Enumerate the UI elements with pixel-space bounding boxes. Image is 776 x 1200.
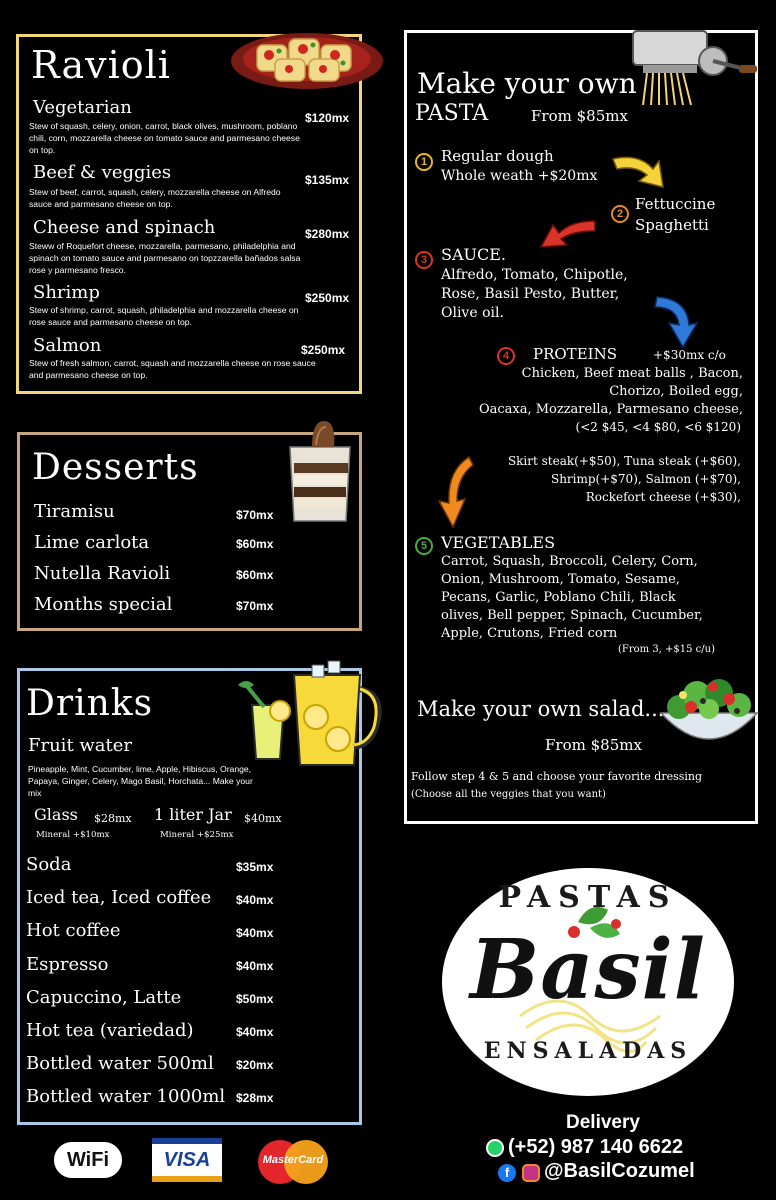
ravioli-item-price: $250mx: [305, 291, 350, 305]
dessert-item-price: $70mx: [236, 508, 274, 522]
step-3-line-2: Rose, Basil Pesto, Butter,: [441, 286, 620, 302]
step-5-title: VEGETABLES: [441, 533, 556, 552]
salad-note-1: Follow step 4 & 5 and choose your favorite dressing: [411, 770, 703, 783]
delivery-label: Delivery: [566, 1112, 640, 1133]
pasta-title-1: Make your own: [417, 67, 637, 100]
drink-item-price: $40mx: [236, 893, 274, 907]
step-5-line-2: Onion, Mushroom, Tomato, Sesame,: [441, 572, 680, 587]
step-5-line-1: Carrot, Squash, Broccoli, Celery, Corn,: [441, 554, 698, 569]
drink-item-name: Espresso: [26, 954, 109, 975]
instagram-icon[interactable]: [522, 1164, 540, 1182]
logo-main-text: Basil: [470, 922, 706, 1018]
glass-price: $28mx: [94, 812, 132, 825]
step-5-line-5: Apple, Crutons, Fried corn: [441, 626, 618, 641]
whatsapp-icon: [486, 1139, 504, 1157]
pasta-section: [404, 30, 758, 824]
drink-item-price: $40mx: [236, 1025, 274, 1039]
arrow-yellow-icon: [609, 149, 669, 191]
ravioli-item-price: $280mx: [305, 227, 350, 241]
ravioli-item-name: Beef & veggies: [33, 162, 172, 183]
drink-item-name: Iced tea, Iced coffee: [26, 887, 212, 908]
logo-bottom-text: ENSALADAS: [483, 1038, 693, 1064]
drink-item-price: $20mx: [236, 1058, 274, 1072]
step-5-line-4: olives, Bell pepper, Spinach, Cucumber,: [441, 608, 703, 623]
ravioli-item-price: $120mx: [305, 111, 350, 125]
step-4-line-3: Oacaxa, Mozzarella, Parmesano cheese,: [478, 402, 743, 417]
ravioli-item-name: Salmon: [33, 335, 102, 356]
desserts-title: Desserts: [32, 447, 199, 488]
basil-logo: [440, 866, 736, 1098]
dessert-cup-image: [282, 417, 358, 527]
drink-item-name: Bottled water 500ml: [26, 1053, 214, 1074]
step-4-line-4: (<2 $45, <4 $80, <6 $120): [575, 420, 741, 434]
dessert-item-name: Nutella Ravioli: [34, 563, 171, 584]
dessert-item-name: Months special: [34, 594, 173, 615]
step-4-title: PROTEINS: [533, 345, 617, 363]
drink-item-price: $35mx: [236, 860, 274, 874]
arrow-blue-icon: [651, 291, 701, 349]
facebook-icon[interactable]: f: [498, 1164, 516, 1182]
step-2-line-1: Fettuccine: [635, 195, 716, 213]
drinks-title: Drinks: [26, 683, 154, 724]
dessert-item-price: $70mx: [236, 599, 274, 613]
drink-item-name: Capuccino, Latte: [26, 987, 182, 1008]
step-5-badge: 5: [415, 537, 433, 555]
step-2-line-2: Spaghetti: [635, 216, 709, 234]
drink-item-price: $50mx: [236, 992, 274, 1006]
step-4-extra: +$30mx c/o: [653, 348, 726, 362]
step-1-line-2: Whole weath +$20mx: [441, 168, 598, 184]
drink-item-price: $28mx: [236, 1091, 274, 1105]
visa-label: VISA: [163, 1149, 211, 1171]
desserts-section: [17, 432, 362, 631]
ravioli-title: Ravioli: [31, 43, 171, 87]
mastercard-label: MasterCard: [262, 1154, 324, 1166]
lemonade-image: [224, 655, 384, 775]
glass-label: Glass: [34, 805, 78, 824]
drink-item-name: Bottled water 1000ml: [26, 1086, 226, 1107]
wifi-icon: [54, 1142, 122, 1178]
drink-item-name: Hot tea (variedad): [26, 1020, 194, 1041]
drink-item-price: $40mx: [236, 959, 274, 973]
dessert-item-price: $60mx: [236, 568, 274, 582]
ravioli-item-price: $250mx: [301, 343, 346, 357]
step-4-line-7: Rockefort cheese (+$30),: [585, 490, 741, 504]
phone-number[interactable]: (+52) 987 140 6622: [508, 1136, 684, 1158]
jar-price: $40mx: [244, 812, 282, 825]
arrow-orange-icon: [429, 453, 475, 529]
step-4-line-5: Skirt steak(+$50), Tuna steak (+$60),: [507, 454, 741, 468]
ravioli-item-name: Vegetarian: [33, 97, 132, 118]
ravioli-item-price: $135mx: [305, 173, 350, 187]
jar-mineral: Mineral +$25mx: [160, 830, 234, 840]
ravioli-item-desc: Steww of Roquefort cheese, mozzarella, parmesano, philadelphia and spinach on tomato sauce and parmesano on topzzarella bañados salsa rose y parmesano fresco.: [29, 241, 301, 275]
step-3-line-1: Alfredo, Tomato, Chipotle,: [441, 267, 628, 283]
dessert-item-price: $60mx: [236, 537, 274, 551]
step-3-title: SAUCE.: [441, 245, 507, 264]
mastercard-icon: [256, 1140, 330, 1184]
ravioli-item-name: Cheese and spinach: [33, 217, 216, 238]
arrow-red-icon: [535, 215, 599, 251]
pasta-title-2: PASTA: [415, 101, 489, 126]
step-2-badge: 2: [611, 205, 629, 223]
fruit-water-name: Fruit water: [28, 735, 133, 756]
ravioli-item-name: Shrimp: [33, 282, 100, 303]
ravioli-item-desc: Stew of beef, carrot, squash, celery, mozzarella cheese on Alfredo sauce and parmesano cheese on top.: [29, 187, 281, 209]
drinks-section: [17, 668, 362, 1125]
salad-note-2: (Choose all the veggies that you want): [411, 789, 606, 800]
step-4-line-2: Chorizo, Boiled egg,: [609, 384, 743, 399]
drink-item-price: $40mx: [236, 926, 274, 940]
step-3-line-3: Olive oil.: [441, 305, 504, 321]
dessert-item-name: Lime carlota: [34, 532, 150, 553]
step-3-badge: 3: [415, 251, 433, 269]
glass-mineral: Mineral +$10mx: [36, 830, 110, 840]
ravioli-plate-image: [225, 23, 385, 93]
jar-label: 1 liter Jar: [154, 805, 232, 824]
visa-icon: [152, 1138, 222, 1182]
step-4-line-1: Chicken, Beef meat balls , Bacon,: [521, 366, 743, 381]
step-1-badge: 1: [415, 153, 433, 171]
ravioli-item-desc: Stew of shrimp, carrot, squash, philadelphia and mozzarella cheese on rose sauce and parmesano cheese on top.: [29, 305, 299, 327]
salad-bowl-image: [657, 669, 761, 759]
step-4-badge: 4: [497, 347, 515, 365]
step-5-line-3: Pecans, Garlic, Poblano Chili, Black: [441, 590, 676, 605]
salad-from: From $85mx: [545, 736, 642, 754]
wifi-label: WiFi: [66, 1149, 110, 1171]
ravioli-item-desc: Stew of squash, celery, onion, carrot, black olives, mushroom, poblano chili, corn, mozzarella cheese on tomato sauce and parmesano cheese on top.: [29, 121, 300, 155]
step-4-line-6: Shrimp(+$70), Salmon (+$70),: [550, 472, 741, 486]
salad-title: Make your own salad...: [417, 697, 665, 721]
fruit-water-desc: Pineapple, Mint, Cucumber, lime, Apple, Hibiscus, Orange, Papaya, Ginger, Celery, Mago Basil, Horchata... Make your mix: [28, 764, 253, 798]
step-1-line-1: Regular dough: [441, 147, 554, 165]
ravioli-item-desc: Stew of fresh salmon, carrot, squash and mozzarella cheese on rose sauce and parmesano cheese on top.: [29, 358, 316, 380]
social-handle[interactable]: @BasilCozumel: [544, 1160, 695, 1182]
step-5-note: (From 3, +$15 c/u): [618, 644, 715, 655]
logo-top-text: PASTAS: [498, 880, 678, 915]
drink-item-name: Hot coffee: [26, 920, 121, 941]
drink-item-name: Soda: [26, 854, 72, 875]
dessert-item-name: Tiramisu: [34, 501, 115, 522]
ravioli-section: [16, 34, 362, 394]
pasta-from: From $85mx: [531, 107, 628, 125]
